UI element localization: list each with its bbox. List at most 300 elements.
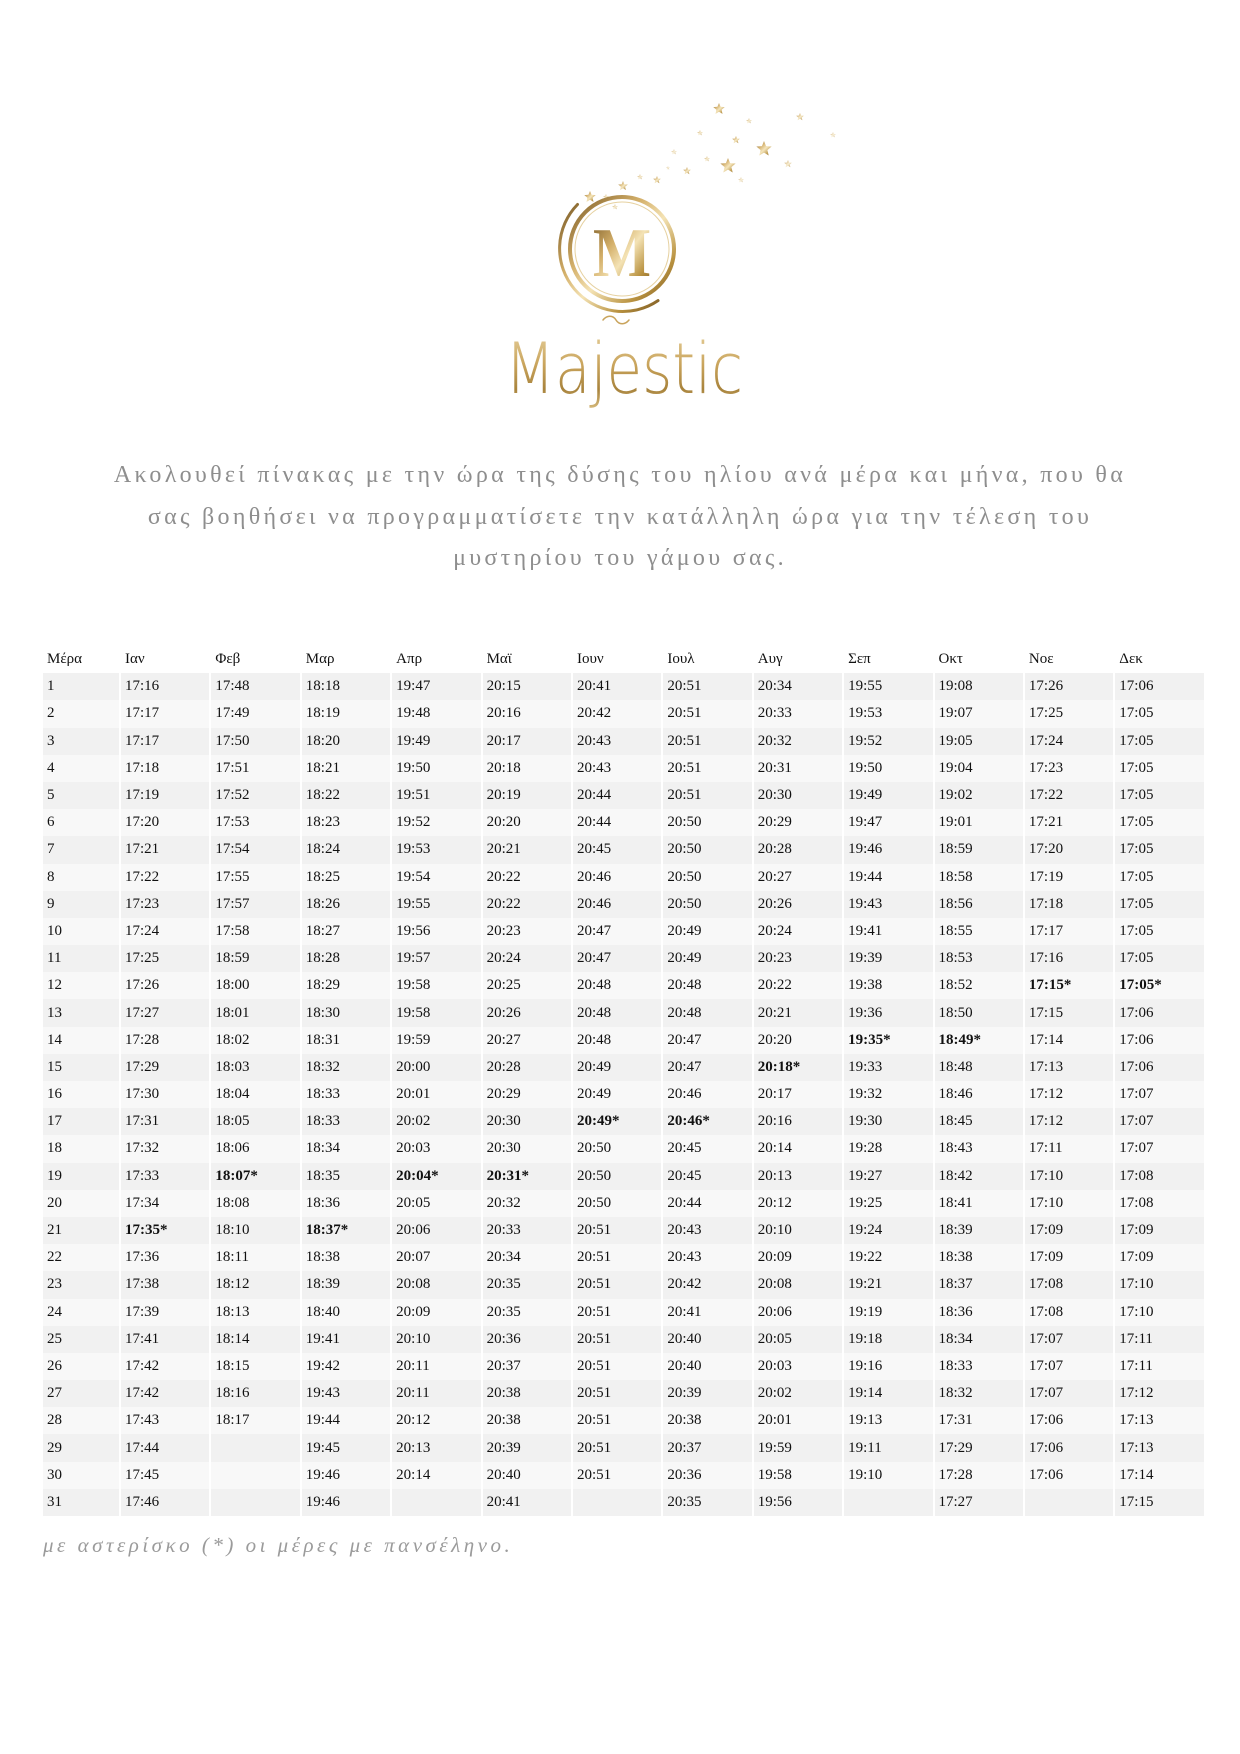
table-row xyxy=(43,1081,1205,1108)
sunset-time-cell: 19:43 xyxy=(301,1380,391,1407)
sunset-time-cell: 17:28 xyxy=(934,1462,1024,1489)
sunset-time-cell: 19:35* xyxy=(843,1027,933,1054)
sunset-time-cell: 17:06 xyxy=(1024,1434,1114,1461)
sunset-time-cell: 20:39 xyxy=(482,1434,572,1461)
star-icon xyxy=(683,167,691,174)
sunset-time-cell: 19:05 xyxy=(934,728,1024,755)
sunset-time-cell: 20:51 xyxy=(572,1299,662,1326)
sunset-time-cell: 19:50 xyxy=(843,755,933,782)
sunset-time-cell: 17:06 xyxy=(1114,1027,1204,1054)
sunset-time-cell: 17:54 xyxy=(210,836,300,863)
sunset-time-cell: 20:38 xyxy=(482,1380,572,1407)
sunset-time-cell: 17:06 xyxy=(1114,673,1204,700)
sunset-time-cell: 17:29 xyxy=(120,1054,210,1081)
sunset-time-cell: 20:43 xyxy=(662,1217,752,1244)
sunset-time-cell: 17:08 xyxy=(1114,1163,1204,1190)
sunset-time-cell: 18:38 xyxy=(934,1244,1024,1271)
sunset-time-cell: 20:45 xyxy=(662,1163,752,1190)
sunset-time-cell: 20:12 xyxy=(753,1190,843,1217)
sunset-time-cell: 17:52 xyxy=(210,782,300,809)
day-number-cell: 20 xyxy=(43,1190,120,1217)
sunset-time-cell: 20:41 xyxy=(482,1489,572,1516)
sunset-time-cell: 19:49 xyxy=(843,782,933,809)
sunset-time-cell: 18:59 xyxy=(934,836,1024,863)
sunset-time-cell: 20:35 xyxy=(482,1299,572,1326)
day-number-cell: 4 xyxy=(43,755,120,782)
sunset-time-cell: 20:21 xyxy=(753,999,843,1026)
sunset-time-cell: 20:17 xyxy=(482,728,572,755)
day-number-cell: 26 xyxy=(43,1353,120,1380)
sunset-time-cell: 17:05 xyxy=(1114,864,1204,891)
sunset-time-cell: 18:22 xyxy=(301,782,391,809)
table-row xyxy=(43,864,1205,891)
day-number-cell: 6 xyxy=(43,809,120,836)
sunset-time-cell: 18:32 xyxy=(301,1054,391,1081)
sunset-time-cell: 18:10 xyxy=(210,1217,300,1244)
sunset-time-cell: 20:46 xyxy=(572,891,662,918)
star-icon xyxy=(666,166,670,170)
sunset-time-cell: 19:45 xyxy=(301,1434,391,1461)
sunset-time-cell: 19:27 xyxy=(843,1163,933,1190)
sunset-time-cell: 20:15 xyxy=(482,673,572,700)
sunset-time-cell: 20:38 xyxy=(482,1407,572,1434)
month-column-header: Μαϊ xyxy=(482,646,572,673)
star-icon xyxy=(612,204,618,209)
sunset-time-cell: 20:46 xyxy=(662,1081,752,1108)
sunset-time-cell: 20:02 xyxy=(391,1108,481,1135)
sunset-time-cell: 18:53 xyxy=(934,945,1024,972)
sunset-time-cell: 18:33 xyxy=(301,1081,391,1108)
sunset-time-cell: 19:59 xyxy=(391,1027,481,1054)
sunset-time-cell: 17:15 xyxy=(1114,1489,1204,1516)
sunset-time-cell: 20:46 xyxy=(572,864,662,891)
sunset-time-cell: 19:13 xyxy=(843,1407,933,1434)
sunset-time-cell: 17:20 xyxy=(120,809,210,836)
sunset-time-cell xyxy=(210,1489,300,1516)
sunset-time-cell: 19:47 xyxy=(843,809,933,836)
sunset-time-cell: 17:27 xyxy=(120,999,210,1026)
sunset-time-cell: 17:46 xyxy=(120,1489,210,1516)
sunset-time-cell: 19:57 xyxy=(391,945,481,972)
star-icon xyxy=(732,136,740,143)
sunset-time-cell: 17:06 xyxy=(1024,1407,1114,1434)
sunset-time-cell: 17:19 xyxy=(120,782,210,809)
sunset-time-cell: 20:22 xyxy=(482,864,572,891)
sunset-time-cell: 18:16 xyxy=(210,1380,300,1407)
sunset-time-cell: 18:39 xyxy=(301,1271,391,1298)
sunset-time-cell: 20:11 xyxy=(391,1353,481,1380)
sunset-time-cell: 20:51 xyxy=(662,755,752,782)
sunset-time-cell: 20:30 xyxy=(753,782,843,809)
sunset-time-cell: 17:11 xyxy=(1024,1135,1114,1162)
sunset-time-cell: 20:51 xyxy=(572,1380,662,1407)
sunset-time-cell: 19:42 xyxy=(301,1353,391,1380)
sunset-time-cell: 20:14 xyxy=(753,1135,843,1162)
sunset-time-cell: 20:47 xyxy=(572,918,662,945)
sunset-time-cell: 20:51 xyxy=(572,1217,662,1244)
table-row xyxy=(43,972,1205,999)
day-number-cell: 10 xyxy=(43,918,120,945)
sunset-time-cell: 18:13 xyxy=(210,1299,300,1326)
sunset-time-cell: 18:34 xyxy=(301,1135,391,1162)
sunset-time-cell: 20:16 xyxy=(482,700,572,727)
sunset-time-cell: 19:56 xyxy=(753,1489,843,1516)
sunset-time-cell: 17:50 xyxy=(210,728,300,755)
day-number-cell: 19 xyxy=(43,1163,120,1190)
table-row xyxy=(43,700,1205,727)
sunset-time-cell: 19:46 xyxy=(843,836,933,863)
sunset-time-cell: 17:19 xyxy=(1024,864,1114,891)
sunset-time-cell: 18:59 xyxy=(210,945,300,972)
sunset-time-cell: 20:31 xyxy=(753,755,843,782)
sunset-time-cell: 17:08 xyxy=(1024,1299,1114,1326)
sunset-time-cell: 19:55 xyxy=(391,891,481,918)
star-icon xyxy=(584,191,595,202)
star-icon xyxy=(830,132,836,137)
sunset-time-cell: 20:51 xyxy=(662,700,752,727)
sunset-time-cell: 20:51 xyxy=(662,728,752,755)
sunset-time-cell: 18:39 xyxy=(934,1217,1024,1244)
table-row xyxy=(43,755,1205,782)
sunset-time-cell: 18:00 xyxy=(210,972,300,999)
sunset-time-cell: 17:11 xyxy=(1114,1353,1204,1380)
sunset-time-cell: 18:37 xyxy=(934,1271,1024,1298)
sunset-time-cell: 19:47 xyxy=(391,673,481,700)
day-number-cell: 16 xyxy=(43,1081,120,1108)
sunset-time-cell: 17:58 xyxy=(210,918,300,945)
sunset-time-cell: 20:42 xyxy=(572,700,662,727)
sunset-time-cell: 19:50 xyxy=(391,755,481,782)
sunset-time-cell: 20:23 xyxy=(482,918,572,945)
star-icon xyxy=(697,130,703,135)
sunset-time-cell: 18:01 xyxy=(210,999,300,1026)
day-number-cell: 28 xyxy=(43,1407,120,1434)
sunset-time-cell: 19:08 xyxy=(934,673,1024,700)
sunset-time-cell: 17:07 xyxy=(1024,1380,1114,1407)
sunset-time-cell: 19:24 xyxy=(843,1217,933,1244)
sunset-time-cell: 17:41 xyxy=(120,1326,210,1353)
sunset-time-cell: 20:24 xyxy=(482,945,572,972)
day-number-cell: 31 xyxy=(43,1489,120,1516)
sunset-time-cell: 17:05 xyxy=(1114,918,1204,945)
sunset-time-cell: 18:38 xyxy=(301,1244,391,1271)
sunset-time-cell: 17:49 xyxy=(210,700,300,727)
sunset-time-cell: 17:18 xyxy=(120,755,210,782)
sunset-time-cell: 20:50 xyxy=(572,1163,662,1190)
sunset-time-cell: 17:24 xyxy=(120,918,210,945)
sunset-time-cell: 20:36 xyxy=(482,1326,572,1353)
day-number-cell: 22 xyxy=(43,1244,120,1271)
sunset-time-cell: 17:55 xyxy=(210,864,300,891)
sunset-time-cell: 18:03 xyxy=(210,1054,300,1081)
sunset-time-cell: 20:48 xyxy=(572,999,662,1026)
star-icon xyxy=(713,103,724,114)
sunset-time-cell: 18:40 xyxy=(301,1299,391,1326)
sunset-time-cell: 17:16 xyxy=(120,673,210,700)
table-row xyxy=(43,1190,1205,1217)
sunset-time-cell: 18:27 xyxy=(301,918,391,945)
sunset-time-cell: 18:17 xyxy=(210,1407,300,1434)
day-number-cell: 17 xyxy=(43,1108,120,1135)
sunset-time-cell: 17:05 xyxy=(1114,700,1204,727)
intro-line: σας βοηθήσει να προγραμματίσετε την κατάλληλη ώρα για την τέλεση του xyxy=(147,503,1093,530)
sunset-time-cell: 17:20 xyxy=(1024,836,1114,863)
month-column-header: Απρ xyxy=(391,646,481,673)
sunset-time-cell: 17:31 xyxy=(120,1108,210,1135)
sunset-time-cell: 18:35 xyxy=(301,1163,391,1190)
sunset-time-cell: 17:07 xyxy=(1024,1326,1114,1353)
sunset-time-cell: 17:05 xyxy=(1114,782,1204,809)
sunset-time-cell: 20:49 xyxy=(572,1081,662,1108)
sunset-time-cell: 18:33 xyxy=(934,1353,1024,1380)
month-column-header: Νοε xyxy=(1024,646,1114,673)
sunset-time-cell: 20:25 xyxy=(482,972,572,999)
sunset-time-cell: 17:10 xyxy=(1114,1271,1204,1298)
sunset-time-cell: 20:10 xyxy=(391,1326,481,1353)
month-column-header: Ιαν xyxy=(120,646,210,673)
sunset-table-body xyxy=(43,673,1205,1516)
sunset-time-cell: 17:23 xyxy=(1024,755,1114,782)
sunset-time-cell: 17:30 xyxy=(120,1081,210,1108)
sunset-time-cell: 19:59 xyxy=(753,1434,843,1461)
sunset-time-cell: 20:48 xyxy=(662,999,752,1026)
sunset-time-cell: 17:05 xyxy=(1114,891,1204,918)
sunset-time-cell: 18:42 xyxy=(934,1163,1024,1190)
sunset-time-cell: 20:09 xyxy=(391,1299,481,1326)
sunset-time-cell: 19:52 xyxy=(391,809,481,836)
table-row xyxy=(43,1299,1205,1326)
sunset-time-cell: 20:40 xyxy=(482,1462,572,1489)
sunset-time-cell: 17:07 xyxy=(1114,1108,1204,1135)
month-column-header: Μαρ xyxy=(301,646,391,673)
sunset-time-cell: 17:05 xyxy=(1114,755,1204,782)
sunset-time-cell: 20:35 xyxy=(482,1271,572,1298)
sunset-time-cell: 20:51 xyxy=(572,1462,662,1489)
sunset-time-cell: 20:34 xyxy=(482,1244,572,1271)
sunset-time-cell: 19:14 xyxy=(843,1380,933,1407)
sunset-time-cell: 20:44 xyxy=(572,809,662,836)
sunset-time-cell: 20:30 xyxy=(482,1135,572,1162)
sunset-time-cell: 19:19 xyxy=(843,1299,933,1326)
sunset-time-cell: 20:43 xyxy=(662,1244,752,1271)
sunset-time-cell: 18:31 xyxy=(301,1027,391,1054)
star-icon xyxy=(746,118,752,123)
sunset-time-cell: 17:33 xyxy=(120,1163,210,1190)
sunset-time-cell: 20:47 xyxy=(572,945,662,972)
sunset-table xyxy=(43,646,1206,1516)
table-row xyxy=(43,891,1205,918)
sunset-time-cell: 17:08 xyxy=(1024,1271,1114,1298)
sunset-time-cell: 20:38 xyxy=(662,1407,752,1434)
table-row xyxy=(43,1163,1205,1190)
sunset-time-cell: 20:10 xyxy=(753,1217,843,1244)
sunset-time-cell: 17:45 xyxy=(120,1462,210,1489)
sunset-time-cell: 19:51 xyxy=(391,782,481,809)
sunset-time-cell: 17:13 xyxy=(1024,1054,1114,1081)
intro-paragraph xyxy=(0,455,1240,580)
sunset-time-cell: 17:31 xyxy=(934,1407,1024,1434)
intro-line: Ακολουθεί πίνακας με την ώρα της δύσης του ηλίου ανά μέρα και μήνα, που θα xyxy=(113,462,1127,488)
sunset-time-cell: 18:52 xyxy=(934,972,1024,999)
sunset-time-cell: 19:33 xyxy=(843,1054,933,1081)
sunset-time-cell: 17:14 xyxy=(1114,1462,1204,1489)
sunset-time-cell: 20:51 xyxy=(572,1407,662,1434)
star-icon xyxy=(756,141,771,156)
sunset-time-cell: 20:36 xyxy=(662,1462,752,1489)
sunset-time-cell: 18:37* xyxy=(301,1217,391,1244)
sunset-time-cell: 18:55 xyxy=(934,918,1024,945)
sunset-time-cell: 17:51 xyxy=(210,755,300,782)
sunset-time-cell: 17:14 xyxy=(1024,1027,1114,1054)
day-number-cell: 18 xyxy=(43,1135,120,1162)
sunset-time-cell xyxy=(843,1489,933,1516)
sunset-time-cell: 20:28 xyxy=(482,1054,572,1081)
table-row xyxy=(43,728,1205,755)
sunset-time-cell: 19:39 xyxy=(843,945,933,972)
sunset-time-cell: 19:11 xyxy=(843,1434,933,1461)
sunset-time-cell: 20:50 xyxy=(662,891,752,918)
sunset-time-cell: 17:39 xyxy=(120,1299,210,1326)
table-row xyxy=(43,1135,1205,1162)
sunset-time-cell: 17:09 xyxy=(1024,1244,1114,1271)
day-number-cell: 30 xyxy=(43,1462,120,1489)
sunset-time-cell: 20:05 xyxy=(391,1190,481,1217)
sunset-time-cell: 20:51 xyxy=(572,1434,662,1461)
table-row xyxy=(43,1271,1205,1298)
sunset-time-cell: 20:47 xyxy=(662,1027,752,1054)
sunset-time-cell: 20:51 xyxy=(572,1326,662,1353)
sunset-time-cell: 17:05* xyxy=(1114,972,1204,999)
sunset-time-cell: 17:05 xyxy=(1114,809,1204,836)
sunset-time-cell: 20:45 xyxy=(662,1135,752,1162)
sunset-time-cell: 17:05 xyxy=(1114,945,1204,972)
sunset-time-cell: 20:45 xyxy=(572,836,662,863)
sunset-time-cell: 17:07 xyxy=(1024,1353,1114,1380)
sunset-time-cell: 18:26 xyxy=(301,891,391,918)
sunset-time-cell: 17:15 xyxy=(1024,999,1114,1026)
day-number-cell: 13 xyxy=(43,999,120,1026)
sunset-time-cell: 20:32 xyxy=(482,1190,572,1217)
sunset-time-cell: 20:19 xyxy=(482,782,572,809)
table-row xyxy=(43,1054,1205,1081)
sunset-time-cell: 19:28 xyxy=(843,1135,933,1162)
sunset-time-cell: 20:43 xyxy=(572,755,662,782)
sunset-time-cell: 20:17 xyxy=(753,1081,843,1108)
sunset-time-cell: 20:35 xyxy=(662,1489,752,1516)
sunset-time-cell: 17:22 xyxy=(1024,782,1114,809)
day-column-header: Μέρα xyxy=(43,646,120,673)
sunset-time-cell: 19:58 xyxy=(391,972,481,999)
sunset-time-cell: 18:08 xyxy=(210,1190,300,1217)
sunset-time-cell: 19:58 xyxy=(753,1462,843,1489)
sunset-time-cell: 17:17 xyxy=(120,728,210,755)
day-number-cell: 5 xyxy=(43,782,120,809)
sunset-time-cell: 20:49* xyxy=(572,1108,662,1135)
sunset-time-cell: 18:43 xyxy=(934,1135,1024,1162)
sunset-time-cell: 20:37 xyxy=(662,1434,752,1461)
sunset-time-cell: 20:23 xyxy=(753,945,843,972)
sunset-time-cell: 20:51 xyxy=(572,1271,662,1298)
star-icon xyxy=(720,158,735,173)
sunset-time-cell: 17:21 xyxy=(1024,809,1114,836)
sunset-time-cell: 18:24 xyxy=(301,836,391,863)
sunset-time-cell: 20:50 xyxy=(572,1190,662,1217)
day-number-cell: 2 xyxy=(43,700,120,727)
sunset-time-cell: 19:56 xyxy=(391,918,481,945)
sunset-time-cell: 20:50 xyxy=(662,864,752,891)
star-icon xyxy=(738,177,744,182)
sunset-time-cell: 19:55 xyxy=(843,673,933,700)
sunset-time-cell: 17:09 xyxy=(1114,1217,1204,1244)
day-number-cell: 15 xyxy=(43,1054,120,1081)
sunset-time-cell: 19:46 xyxy=(301,1489,391,1516)
sunset-time-cell: 20:01 xyxy=(391,1081,481,1108)
day-number-cell: 21 xyxy=(43,1217,120,1244)
month-column-header: Ιουν xyxy=(572,646,662,673)
sunset-time-cell: 20:13 xyxy=(753,1163,843,1190)
month-column-header: Φεβ xyxy=(210,646,300,673)
table-row xyxy=(43,1462,1205,1489)
sunset-time-cell: 17:05 xyxy=(1114,728,1204,755)
sunset-time-cell: 20:22 xyxy=(753,972,843,999)
sunset-time-cell: 18:32 xyxy=(934,1380,1024,1407)
sunset-time-cell: 20:22 xyxy=(482,891,572,918)
table-row xyxy=(43,1434,1205,1461)
sunset-time-cell: 17:25 xyxy=(1024,700,1114,727)
sunset-time-cell: 18:02 xyxy=(210,1027,300,1054)
sunset-time-cell: 20:47 xyxy=(662,1054,752,1081)
sunset-time-cell xyxy=(210,1462,300,1489)
sunset-time-cell: 20:48 xyxy=(572,1027,662,1054)
sunset-time-cell: 17:34 xyxy=(120,1190,210,1217)
day-number-cell: 27 xyxy=(43,1380,120,1407)
sunset-time-cell: 20:33 xyxy=(482,1217,572,1244)
sunset-time-cell: 19:36 xyxy=(843,999,933,1026)
sunset-time-cell: 20:08 xyxy=(391,1271,481,1298)
sunset-time-cell: 19:44 xyxy=(301,1407,391,1434)
sunset-time-cell: 18:23 xyxy=(301,809,391,836)
sunset-time-cell: 20:44 xyxy=(662,1190,752,1217)
sunset-time-cell: 20:51 xyxy=(572,1244,662,1271)
star-icon xyxy=(653,176,661,183)
sunset-time-cell: 18:20 xyxy=(301,728,391,755)
sunset-table-head xyxy=(43,646,1205,673)
sunset-time-cell: 17:28 xyxy=(120,1027,210,1054)
sunset-time-cell: 17:57 xyxy=(210,891,300,918)
day-number-cell: 14 xyxy=(43,1027,120,1054)
sunset-time-cell: 18:33 xyxy=(301,1108,391,1135)
sunset-time-cell: 19:58 xyxy=(391,999,481,1026)
sunset-time-cell: 17:32 xyxy=(120,1135,210,1162)
day-number-cell: 7 xyxy=(43,836,120,863)
table-row xyxy=(43,782,1205,809)
sunset-time-cell: 18:06 xyxy=(210,1135,300,1162)
sunset-time-cell: 17:53 xyxy=(210,809,300,836)
sunset-time-cell: 20:11 xyxy=(391,1380,481,1407)
sunset-time-cell: 17:38 xyxy=(120,1271,210,1298)
sunset-time-cell: 17:13 xyxy=(1114,1434,1204,1461)
day-number-cell: 23 xyxy=(43,1271,120,1298)
sunset-time-cell: 19:38 xyxy=(843,972,933,999)
month-column-header: Δεκ xyxy=(1114,646,1204,673)
table-row xyxy=(43,1027,1205,1054)
sunset-time-cell: 20:14 xyxy=(391,1462,481,1489)
sunset-time-cell: 18:30 xyxy=(301,999,391,1026)
sunset-time-cell: 17:15* xyxy=(1024,972,1114,999)
sunset-time-cell: 20:48 xyxy=(572,972,662,999)
day-number-cell: 1 xyxy=(43,673,120,700)
sunset-time-cell: 20:34 xyxy=(753,673,843,700)
